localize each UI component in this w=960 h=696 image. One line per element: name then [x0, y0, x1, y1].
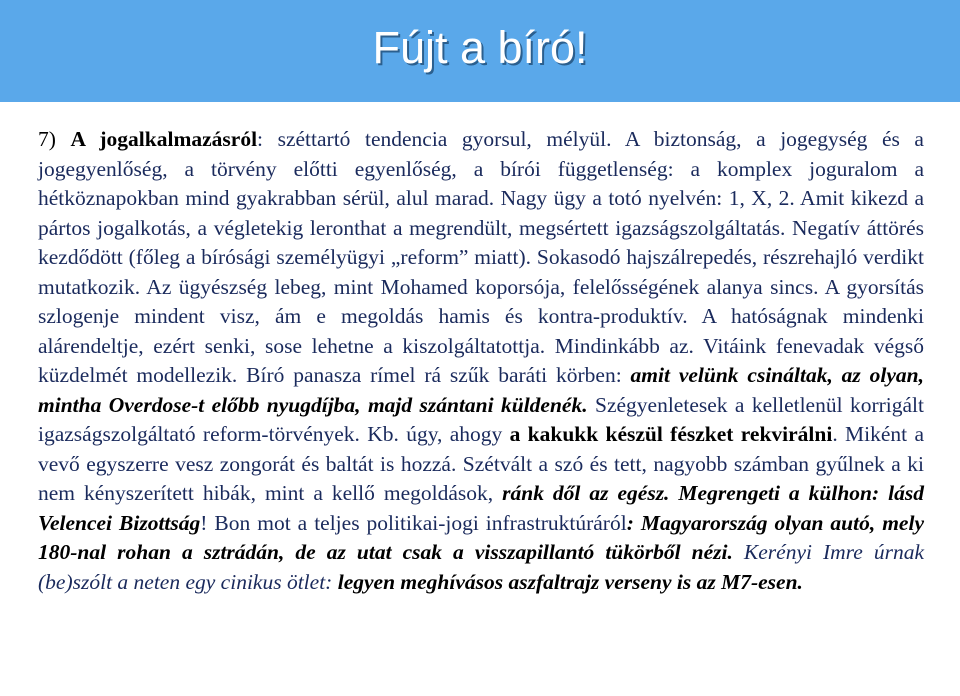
m7-punchline: legyen meghívásos aszfaltrajz verseny is az M7-esen.	[337, 569, 803, 594]
body-text-4: ! Bon mot a teljes politikai-jogi infrastruktúráról	[200, 510, 627, 535]
slide-title: Fújt a bíró!	[372, 22, 588, 73]
title-band	[0, 0, 960, 102]
body-text-2: Szégyenletesek a kelletlenül korrigált igazságszolgáltató reform-törvények. Kb. úgy, ahogy	[38, 392, 924, 446]
spacer-2	[733, 540, 744, 564]
kerenyi-remark: Kerényi Imre úrnak (be)szólt a neten egy cinikus ötlet:	[38, 540, 924, 594]
item-heading: A jogalkalmazásról	[70, 127, 258, 151]
car-metaphor: : Magyarország olyan autó, mely 180-nal rohan a sztrádán, de az utat csak a visszapillantó tükörből nézi.	[38, 510, 924, 564]
collapse-phrase: ránk dől az egész.	[502, 481, 670, 505]
venice-commission-phrase: Megrengeti a külhon: lásd Velencei Bizottság	[38, 481, 924, 535]
cuckoo-phrase: a kakukk készül fészket rekvirálni	[509, 422, 833, 446]
body-paragraph	[38, 125, 924, 597]
body-text-1: : széttartó tendencia gyorsul, mélyül. A biztonság, a jogegység és a jogegyenlőség, a törvény előtti egyenlőség, a bírói függetlenség: a komplex joguralom a hétköznapokban mind gyakrabban sérül, alul marad. Nagy ügy a totó nyelvén: 1, X, 2. Amit kikezd a pártos jogalkotás, a végletekig leronthat a megrendült, megsértett igazságszolgáltatás. Negatív áttörés kezdődött (főleg a bírósági személyügyi „reform” miatt). Sokasodó hajszálrepedés, részrehajló verdikt mutatkozik. Az ügyészség lebeg, mint Mohamed koporsója, felelősségének alanya sincs. A gyorsítás szlogenje mindent visz, ám e megoldás hamis és kontra-produktív. A hatóságnak mindenki alárendeltje, ezért senki, sose lehetne a kiszolgáltatottja. Mindinkább az. Vitáink fenevadak végső küzdelmét modellezik. Bíró panasza rímel rá szűk baráti körben:	[38, 127, 924, 387]
item-number: 7)	[38, 127, 71, 151]
body-text-3: . Miként a vevő egyszerre vesz zongorát és baltát is hozzá. Szétvált a szó és tett, nagyobb számban gyűlnek a ki nem kényszerített hibák, mint a kellő megoldások,	[38, 422, 924, 505]
judge-quote: amit velünk csináltak, az olyan, mintha Overdose-t előbb nyugdíjba, majd szántani küldenék.	[38, 363, 925, 417]
